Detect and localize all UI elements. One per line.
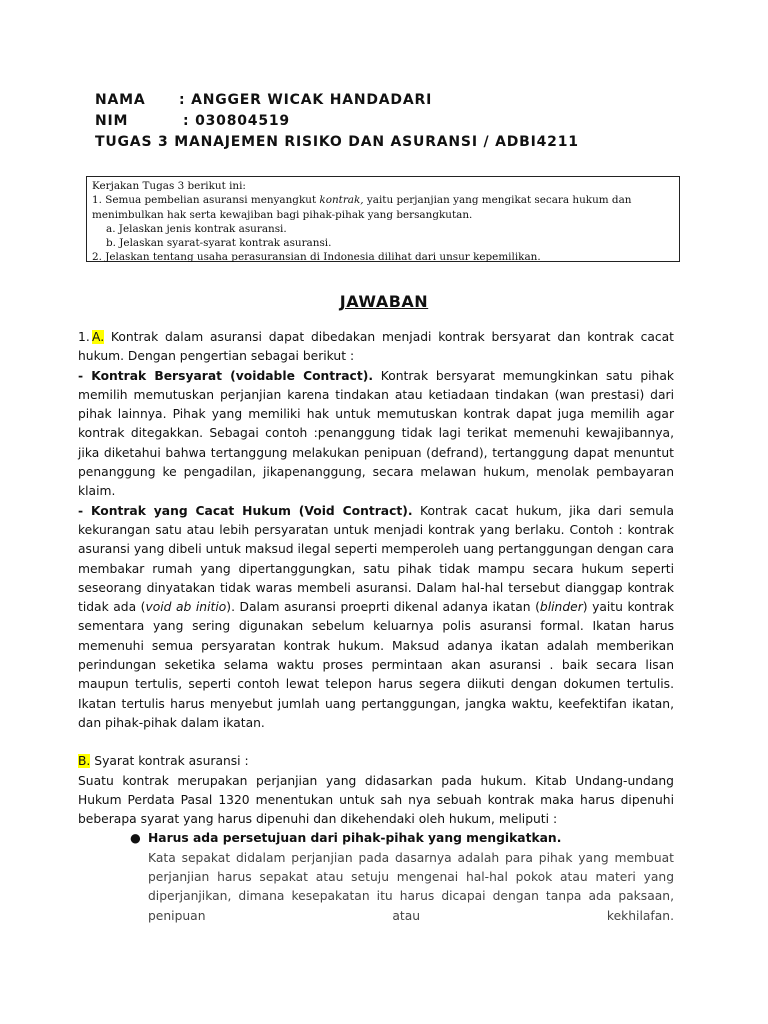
task-q1-line2: menimbulkan hak serta kewajiban bagi pihak-pihak yang bersangkutan. (92, 208, 473, 221)
kontrak-cacat-text-2: ). Dalam asuransi proeprti dikenal adanya ikatan ( (226, 600, 540, 615)
kontrak-cacat-paragraph (78, 502, 674, 734)
task-q1a: a. Jelaskan jenis kontrak asuransi. (106, 222, 287, 235)
nim-row (95, 111, 579, 132)
task-q1-text-end: yaitu perjanjian yang mengikat secara hukum dan (363, 194, 632, 207)
answer-b-letter: B. (78, 754, 91, 769)
answer-number: 1. (78, 330, 90, 344)
kontrak-cacat-text-3: ) yaitu kontrak sementara yang sering digunakan sebelum keluarnya polis asuransi formal. Ikatan harus memenuhi semua persyaratan kontrak hukum. Maksud adanya ikatan adalah memberikan perindungan seketika selama waktu proses permintaan akan asuransi . baik secara lisan maupun tertulis, seperti contoh lewat telepon harus segera diikuti dengan dokumen tertulis. Ikatan tertulis harus menyebut jumlah uang pertanggungan, jangka waktu, keefektifan ikatan, dan pihak-pihak dalam ikatan. (78, 600, 674, 730)
task-box (86, 176, 680, 262)
task-q1-term: kontrak, (319, 194, 364, 207)
syarat-description: Kata sepakat didalam perjanjian pada dasarnya adalah para pihak yang membuat perjanjian harus sepakat atau setuju mengenai hal-hal pokok atau materi yang diperjanjikan, dimana kesepakatan itu harus dicapai dengan tanpa ada paksaan, penipuan atau kekhilafan. (148, 850, 674, 923)
kontrak-cacat-heading: - Kontrak yang Cacat Hukum (Void Contract). (78, 503, 413, 518)
answer-b-intro: Suatu kontrak merupakan perjanjian yang didasarkan pada hukum. Kitab Undang-undang Hukum Perdata Pasal 1320 menentukan untuk sah nya sebuah kontrak maka harus dipenuhi beberapa syarat yang harus dipenuhi dan dikehendaki oleh hukum, meliputi : (78, 773, 674, 827)
answer-a-intro-text: Kontrak dalam asuransi dapat dibedakan menjadi kontrak bersyarat dan kontrak cacat hukum. Dengan pengertian sebagai berikut : (78, 330, 674, 364)
task-intro: Kerjakan Tugas 3 berikut ini: (92, 180, 246, 192)
nim-label: NIM (95, 113, 129, 129)
nama-label: NAMA (95, 92, 146, 108)
list-item (78, 829, 674, 925)
answer-body (78, 328, 674, 926)
task-q2: 2. Jelaskan tentang usaha perasuransian di Indonesia dilihat dari unsur kepemilikan. (92, 251, 541, 264)
bullet-dot-icon: ● (130, 831, 141, 846)
nama-row (95, 90, 579, 111)
answer-b-title (78, 752, 674, 771)
student-header (95, 90, 579, 153)
kontrak-bersyarat-heading: - Kontrak Bersyarat (voidable Contract). (78, 368, 373, 383)
jawaban-heading: JAWABAN (339, 292, 429, 311)
paragraph-gap (78, 733, 674, 752)
kontrak-cacat-text-1: Kontrak cacat hukum, jika dari semula kekurangan satu atau lebih persyaratan untuk menjadi kontrak yang berlaku. Contoh : kontrak asuransi yang dibeli untuk maksud ilegal seperti memperoleh uang pertanggungan dengan cara membakar rumah yang dipertanggungkan, satu pihak tidak mampu secara hukum seperti seseorang dinyatakan tidak waras membeli asuransi. Dalam hal-hal tersebut dianggap kontrak tidak ada ( (78, 503, 674, 615)
nim-value: : 030804519 (183, 113, 290, 129)
syarat-heading: Harus ada persetujuan dari pihak-pihak yang mengikatkan. (148, 831, 562, 846)
syarat-list (78, 829, 674, 925)
nama-value: : ANGGER WICAK HANDADARI (179, 92, 433, 108)
task-q1-line1 (92, 193, 674, 207)
assignment-title: TUGAS 3 MANAJEMEN RISIKO DAN ASURANSI / ADBI4211 (95, 134, 579, 150)
kontrak-bersyarat-text: Kontrak bersyarat memungkinkan satu pihak memilih memutuskan perjanjian karena tindakan atau ketiadaan tindakan (wan prestasi) dari pihak lainnya. Pihak yang memiliki hak untuk memutuskan kontrak dapat juga memilih agar kontrak ditegakkan. Sebagai contoh :penanggung tidak lagi terikat memenuhi kewajibannya, jika diketahui bahwa tertanggung melakukan penipuan (defrand), tertanggung dapat menuntut penanggung ke pengadilan, jikapenanggung, secara melawan hukum, menolak pembayaran klaim. (78, 368, 674, 499)
kontrak-bersyarat-paragraph (78, 367, 674, 502)
task-q1b: b. Jelaskan syarat-syarat kontrak asuransi. (106, 237, 332, 250)
task-q1-text: 1. Semua pembelian asuransi menyangkut (92, 194, 320, 207)
blinder-term: blinder (539, 600, 583, 615)
void-ab-initio-term: void ab initio (145, 600, 227, 615)
answer-a-intro (78, 328, 674, 367)
answer-a-letter: A. (92, 330, 105, 344)
answer-b-title-text: Syarat kontrak asuransi : (90, 754, 249, 769)
